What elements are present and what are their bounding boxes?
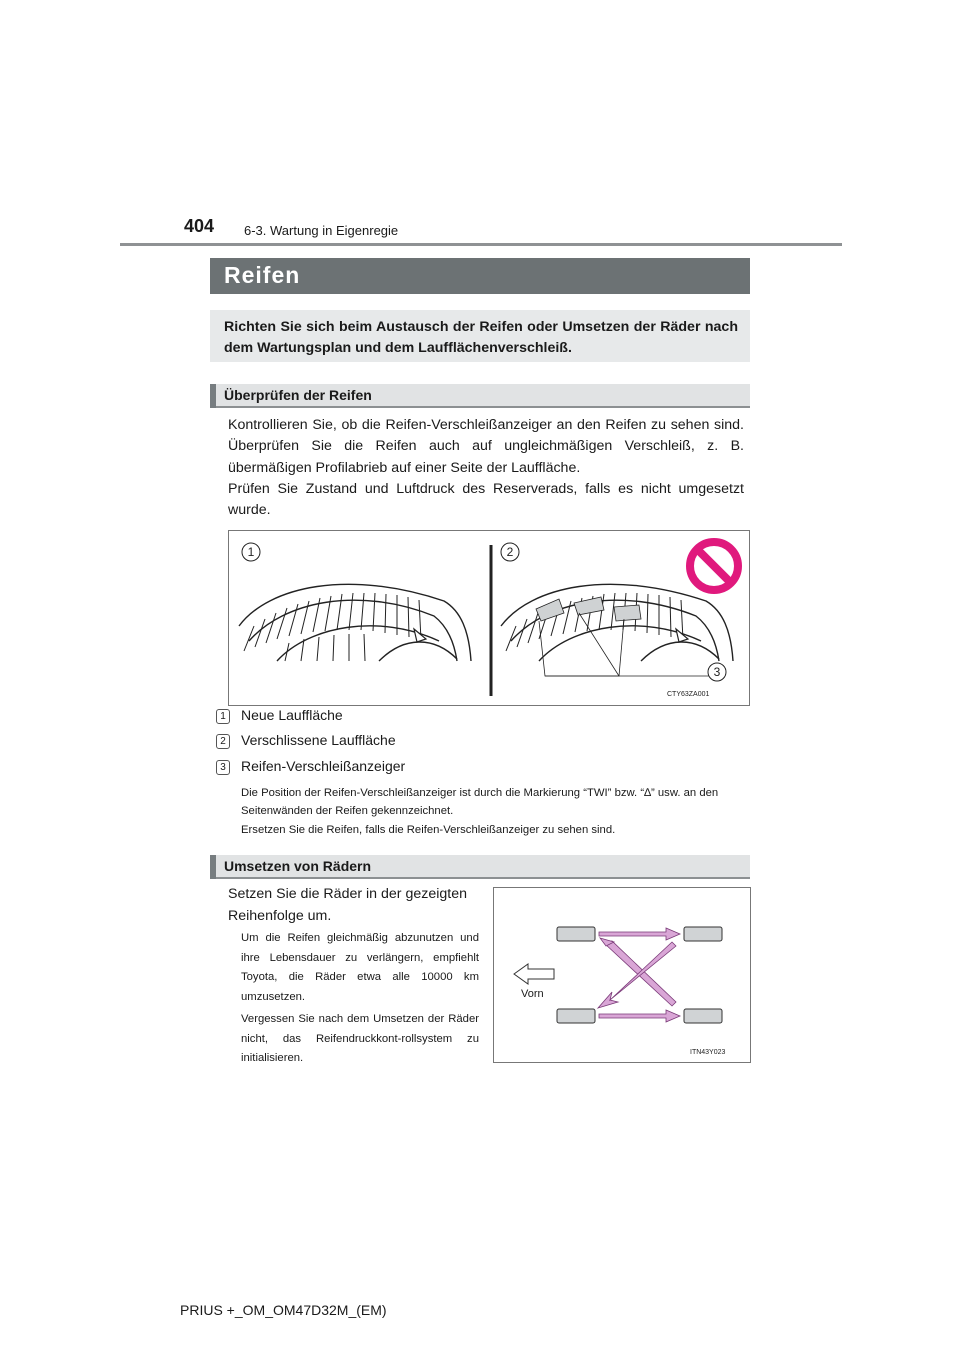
intro-box bbox=[210, 310, 750, 362]
note-rotation-interval: Um die Reifen gleichmäßig abzunutzen und ihre Lebensdauer zu verlängern, empfiehlt Toyota, die Räder etwa alle 10000 km umzusetzen. bbox=[241, 932, 479, 1003]
section-heading-rotation bbox=[210, 855, 750, 879]
callout-1: 1 bbox=[247, 545, 255, 559]
rotation-arrows bbox=[598, 928, 680, 1022]
rotation-figure bbox=[493, 887, 751, 1063]
paragraph-rotation: Setzen Sie die Räder in der gezeigten Reihenfolge um. bbox=[228, 886, 467, 924]
title-bar bbox=[210, 258, 750, 294]
note-tpms-reset: Vergessen Sie nach dem Umsetzen der Räder nicht, das Reifendruckkont-rollsystem zu initialisieren. bbox=[241, 1013, 479, 1064]
tread-wear-figure bbox=[228, 530, 750, 706]
front-arrow-icon bbox=[514, 964, 554, 984]
callout-3: 3 bbox=[713, 665, 721, 679]
note-replace: Ersetzen Sie die Reifen, falls die Reifen-Verschleißanzeiger zu sehen sind. bbox=[241, 824, 616, 836]
header-divider bbox=[120, 243, 842, 246]
legend-badge-1: 1 bbox=[216, 709, 230, 724]
front-label: Vorn bbox=[521, 988, 544, 1000]
intro-text: Richten Sie sich beim Austausch der Reifen oder Umsetzen der Räder nach dem Wartungsplan und dem Laufflächenverschleiß. bbox=[224, 319, 738, 356]
prohibition-icon bbox=[690, 542, 738, 590]
new-tread-tire bbox=[239, 543, 471, 661]
page-number: 404 bbox=[184, 216, 215, 236]
figure-code: CTY63ZA001 bbox=[667, 691, 710, 698]
callout-2: 2 bbox=[506, 545, 514, 559]
figure-code: ITN43Y023 bbox=[690, 1049, 726, 1056]
note-twi: Die Position der Reifen-Verschleißanzeiger ist durch die Markierung “TWI” bzw. “∆” usw. an den Seitenwänden der Reifen gekennzeichnet. bbox=[241, 787, 719, 817]
legend-item-worn-tread: Verschlissene Lauffläche bbox=[241, 732, 396, 748]
legend-badge-3: 3 bbox=[216, 760, 230, 775]
rotation-diagram bbox=[494, 888, 750, 1062]
tread-illustration bbox=[229, 531, 749, 705]
paragraph-check: Kontrollieren Sie, ob die Reifen-Verschleißanzeiger an den Reifen zu sehen sind. Überprüfen Sie die Reifen auch auf ungleichmäßigen Verschleiß, z. B. übermäßigen Profilabrieb auf einer Seite der Lauffläche. bbox=[228, 417, 744, 476]
page-title: Reifen bbox=[224, 262, 301, 288]
section-heading-text: Umsetzen von Rädern bbox=[224, 858, 372, 874]
paragraph-spare: Prüfen Sie Zustand und Luftdruck des Reserverads, falls es nicht umgesetzt wurde. bbox=[228, 481, 744, 519]
section-heading-text: Überprüfen der Reifen bbox=[224, 387, 372, 403]
legend-item-new-tread: Neue Lauffläche bbox=[241, 707, 343, 723]
footer-document-id: PRIUS +_OM_OM47D32M_(EM) bbox=[180, 1302, 387, 1318]
legend-item-indicator: Reifen-Verschleißanzeiger bbox=[241, 758, 406, 774]
section-reference: 6-3. Wartung in Eigenregie bbox=[244, 223, 399, 238]
legend-badge-2: 2 bbox=[216, 734, 230, 749]
section-heading-tire-check bbox=[210, 384, 750, 408]
